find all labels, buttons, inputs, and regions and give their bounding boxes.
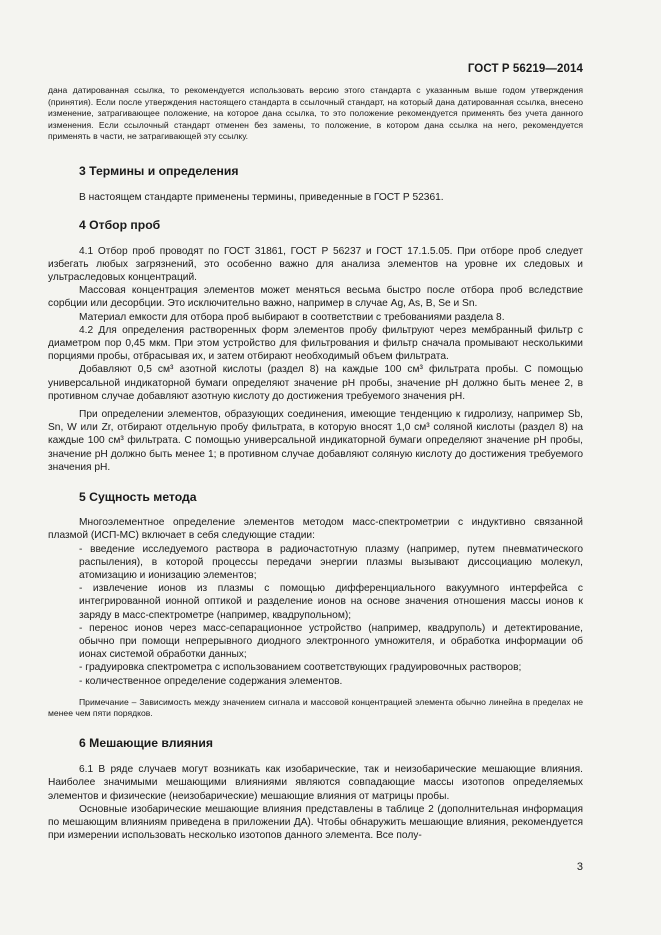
- section-5-list-item: - градуировка спектрометра с использованием соответствующих градуировочных растворов;: [79, 662, 522, 674]
- section-6-paragraph-2: Основные изобарические мешающие влияния представлены в таблице 2 (дополнительная информация по мешающим влияниям приведена в приложении ДА). Чтобы обнаружить мешающие влияния, рекомендуется при измерении использовать несколько изотопов данного элемента. Все полу-: [48, 803, 583, 842]
- section-5-list-item: - количественное определение содержания элементов.: [79, 675, 343, 687]
- section-6-title: 6 Мешающие влияния: [79, 736, 214, 751]
- document-header: ГОСТ Р 56219—2014: [467, 63, 583, 75]
- section-5-list-item: - перенос ионов через масс-сепарационное устройство (например, квадруполь) и детектирование, обычно при помощи непрерывного диодного электронного умножителя, и обработка информации об ионах системой обработки данных;: [79, 622, 583, 661]
- section-3-paragraph: В настоящем стандарте применены термины, приведенные в ГОСТ Р 52361.: [79, 192, 444, 204]
- section-4-paragraph-5: Добавляют 0,5 см³ азотной кислоты (раздел 8) на каждые 100 см³ фильтрата пробы. С помощью универсальной индикаторной бумаги определяют значение pH пробы, значение pH должно быть менее 2, в противном случае добавляют азотную кислоту до достижения требуемого значения pH.: [48, 364, 583, 402]
- section-6-paragraph-1: 6.1 В ряде случаев могут возникать как изобарические, так и неизобарические мешающие влияния. Наиболее значимыми мешающими влияниями являются совпадающие массы изотопов определяемых элементов и физические (неизобарические) мешающие влияния от матрицы пробы.: [48, 764, 583, 802]
- section-5-list-item: - введение исследуемого раствора в радиочастотную плазму (например, путем пневматического распыления), в которой процессы передачи энергии плазмы вызывают диссоциацию молекул, атомизацию и ионизацию элементов;: [79, 543, 583, 582]
- intro-text: [48, 85, 583, 143]
- section-5-list-item: - извлечение ионов из плазмы с помощью дифференциального вакуумного интерфейса с интегрированной ионной оптикой и разделение ионов на основе значения отношения массы ионов к заряду в масс-спектрометре (например, квадрупольном);: [79, 583, 583, 621]
- intro-paragraph: дана датированная ссылка, то рекомендуется использовать версию этого стандарта с указанным выше годом утверждения (принятия). Если после утверждения настоящего стандарта в ссылочный стандарт, на который дана датированная ссылка, внесено изменение, затрагивающее положение, на которое дана ссылка, то это положение рекомендуется применять без учета данного изменения. Если ссылочный стандарт отменен без замены, то положение, в котором дана ссылка на него, рекомендуется применять в части, не затрагивающей эту ссылку.: [48, 85, 583, 142]
- section-4-paragraph-2: Массовая концентрация элементов может меняться весьма быстро после отбора проб вследствие сорбции или десорбции. Это исключительно важно, например в случае Ag, As, B, Se и Sn.: [48, 285, 583, 310]
- section-5-title: 5 Сущность метода: [79, 490, 197, 505]
- page-number: 3: [576, 861, 583, 873]
- document-body: [48, 85, 583, 842]
- section-4-paragraph-1: 4.1 Отбор проб проводят по ГОСТ 31861, ГОСТ Р 56237 и ГОСТ 17.1.5.05. При отборе проб следует избегать любых загрязнений, это особенно важно для анализа элементов на уровне их следовых и ультраследовых концентраций.: [48, 245, 583, 283]
- section-4-paragraph-4: 4.2 Для определения растворенных форм элементов пробу фильтруют через мембранный фильтр с диаметром пор 0,45 мкм. При этом устройство для фильтрования и фильтр сначала промывают несколькими порциями пробы, отбрасывая их, и затем отбирают необходимый объем фильтрата.: [48, 324, 583, 363]
- section-4-paragraph-3: Материал емкости для отбора проб выбирают в соответствии с требованиями раздела 8.: [79, 311, 505, 323]
- section-4-paragraph-6: При определении элементов, образующих соединения, имеющие тенденцию к гидролизу, например Sb, Sn, W или Zr, отбирают отдельную пробу фильтрата, в которую вносят 1,0 см³ соляной кислоты (раздел 8) на каждые 100 см³ фильтрата. С помощью универсальной индикаторной бумаги определяют значение pH пробы, значение pH должно быть менее 1; в противном случае добавляют соляную кислоту до достижения требуемого значения pH.: [48, 409, 583, 473]
- section-4-title: 4 Отбор проб: [79, 218, 161, 233]
- section-3-title: 3 Термины и определения: [79, 163, 239, 178]
- section-5-paragraph-1: Многоэлементное определение элементов методом масс-спектрометрии с индуктивно связанной плазмой (ИСП-МС) включает в себя следующие стадии:: [48, 517, 583, 542]
- section-5-note: Примечание – Зависимость между значением сигнала и массовой концентрацией элемента обычно линейна в пределах не менее чем пяти порядков.: [48, 696, 583, 719]
